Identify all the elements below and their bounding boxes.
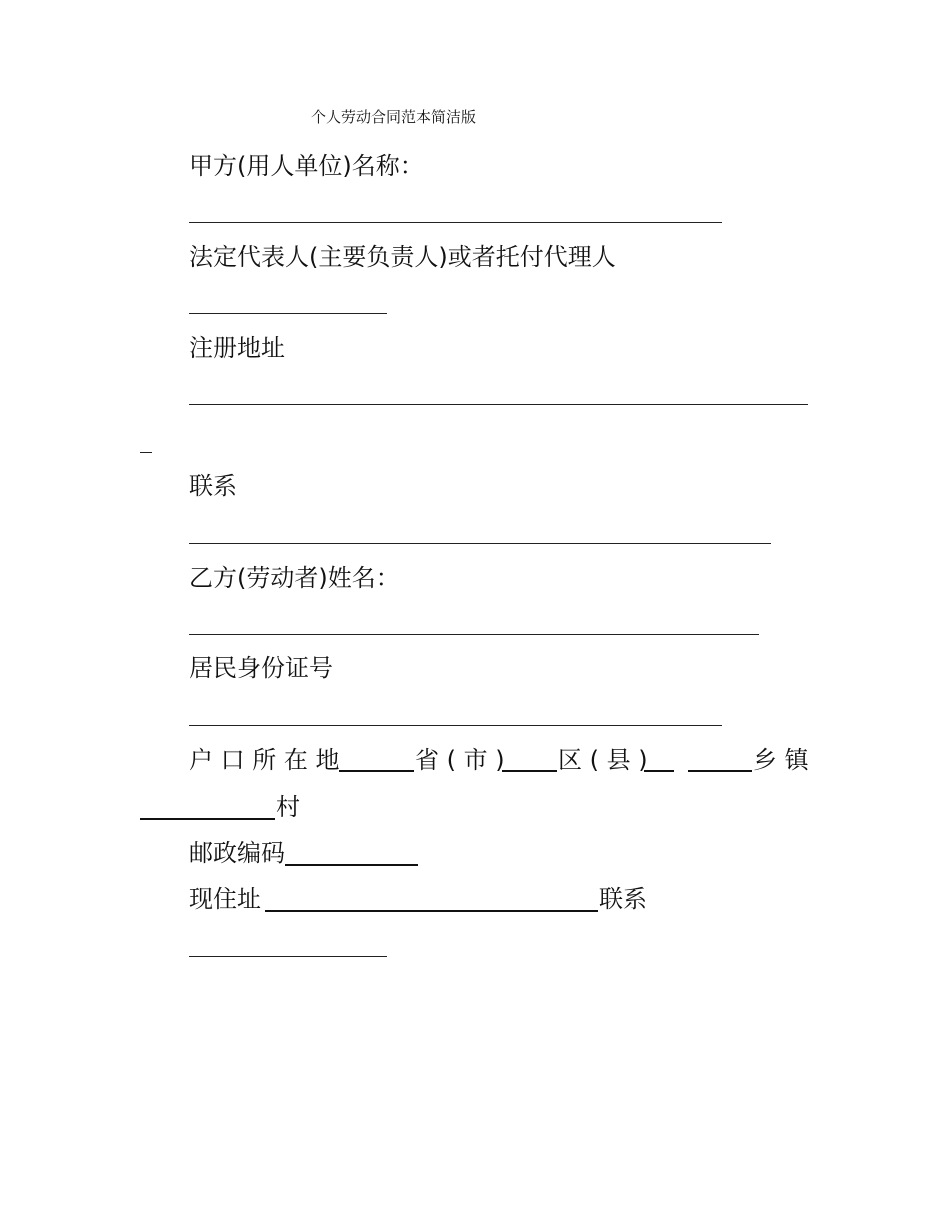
residence-prefix: 户 口 所 在 地 [189,746,340,774]
document-title: 个人劳动合同范本简洁版 [311,108,477,126]
id-number-blank[interactable] [189,725,722,726]
current-address-label: 现住址 [189,885,261,913]
party-a-contact-blank[interactable] [189,543,771,544]
postal-code-label: 邮政编码 [189,839,285,867]
party-b-name-label: 乙方(劳动者)姓名： [189,564,400,592]
residence-province: 省 ( 市 ) [415,746,505,774]
residence-blank-5[interactable] [140,818,275,820]
residence-blank-1[interactable] [339,770,414,772]
registered-address-blank-overflow [140,452,152,453]
representative-label: 法定代表人(主要负责人)或者托付代理人 [189,243,616,271]
party-b-contact-label: 联系 [599,885,647,913]
postal-code-blank[interactable] [285,864,418,866]
residence-village: 村 [276,793,300,821]
registered-address-label: 注册地址 [189,334,285,362]
registered-address-blank[interactable] [189,404,808,405]
residence-blank-3[interactable] [644,770,674,772]
party-a-name-blank[interactable] [189,222,722,223]
residence-blank-2[interactable] [502,770,557,772]
party-b-contact-blank[interactable] [189,956,387,957]
party-b-name-blank[interactable] [189,634,759,635]
residence-blank-4[interactable] [688,770,752,772]
residence-township: 乡 镇 [753,746,809,774]
id-number-label: 居民身份证号 [189,654,333,682]
current-address-blank[interactable] [265,910,598,912]
residence-district: 区 ( 县 ) [558,746,648,774]
representative-blank[interactable] [189,313,387,314]
party-a-name-label: 甲方(用人单位)名称： [189,152,424,180]
party-a-contact-label: 联系 [189,472,237,500]
